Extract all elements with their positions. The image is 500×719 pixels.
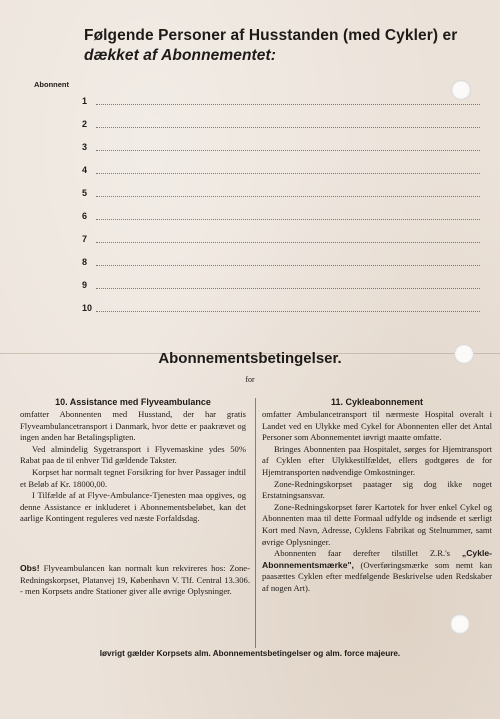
entry-line[interactable] [96,311,480,312]
paragraph: omfatter Abonnenten med Husstand, der har gratis Flyveambulancetransport i Danmark, hvor dette er paakrævet og ingen anden har Betalingspligten. [20,409,246,443]
subscriber-row[interactable] [80,224,480,247]
section-heading-11: 11. Cykleabonnement [330,397,424,407]
column-divider [255,398,256,648]
row-number: 8 [82,257,88,267]
paragraph-text: Abonnenten faar derefter tilstillet Z.R.'s [274,548,451,559]
paragraph: I Tilfælde af at Flyve-Ambulance-Tjenesten maa opgives, og denne Assistance er inkluderet i Abonnementsbeløbet, kan det aarlige Kontingent reguleres ved næste Forfaldsdag. [20,490,246,524]
form-heading [84,26,484,66]
paragraph: Ved almindelig Sygetransport i Flyvemaskine ydes 50% Rabat paa de til enhver Tid gældende Takster. [20,443,246,466]
subscriber-list [80,86,480,316]
obs-label: Obs! [20,563,40,573]
footer-note: Iøvrigt gælder Korpsets alm. Abonnementsbetingelser og alm. force majeure. [99,649,401,658]
obs-note [20,563,250,598]
heading-line-2: dækket af Abonnementet: [84,47,277,64]
subscriber-row[interactable] [80,86,480,109]
paragraph [262,548,492,594]
entry-line[interactable] [96,265,480,266]
subscriber-row[interactable] [80,178,480,201]
entry-line[interactable] [96,104,480,105]
entry-line[interactable] [96,288,480,289]
row-number: 5 [82,188,88,198]
entry-line[interactable] [96,150,480,151]
row-number: 9 [82,280,88,290]
row-number: 3 [82,142,88,152]
subscriber-row[interactable] [80,155,480,178]
section-flyveambulance [20,396,246,525]
row-number: 4 [82,165,88,175]
paragraph: Zone-Redningskorpset paatager sig dog ikke noget Erstatningsansvar. [262,478,492,501]
row-number: 10 [82,303,93,313]
mark-name: „Cykle-Abonnementsmærke", [262,548,493,570]
section-heading-10: 10. Assistance med Flyveambulance [55,397,211,407]
entry-line[interactable] [96,242,480,243]
row-number: 1 [82,96,88,106]
paragraph: Zone-Redningskorpset fører Kartotek for hver enkel Cykel og Abonnenten maa til dette Formaal udfylde og indsende et særligt Kort med Navn, Adresse, Cyklens Fabrikat og Stelnummer, samt øvrige Oplysninger. [262,501,492,547]
paragraph: Bringes Abonnenten paa Hospitalet, sørges for Hjemtransport af Cyklen efter Ulykkestilfældet, ellers godtgøres de for Hjemtransporten nødvendige Omkostninger. [262,443,492,477]
terms-title: Abonnementsbetingelser. [158,350,342,367]
section-cykleabonnement [262,396,492,595]
for-label: for [245,375,255,384]
row-number: 6 [82,211,88,221]
heading-line-1: Følgende Personer af Husstanden (med Cykler) er [84,27,458,44]
abonnent-label: Abonnent [34,80,69,89]
subscriber-row[interactable] [80,201,480,224]
subscriber-row[interactable] [80,109,480,132]
entry-line[interactable] [96,173,480,174]
subscriber-row[interactable] [80,132,480,155]
subscriber-row[interactable] [80,270,480,293]
obs-text: Flyveambulancen kan normalt kun rekvireres hos: Zone-Redningskorpset, Platanvej 19, København V. Tlf. Central 13.306. - men Korpsets andre Stationer giver alle øvrige Oplysninger. [20,563,250,597]
row-number: 2 [82,119,88,129]
paragraph: omfatter Ambulancetransport til nærmeste Hospital overalt i Landet ved en Ulykke med Cykel for Abonnenten eller det Antal Personer som Abonnementet iøvrigt maatte omfatte. [262,409,492,443]
paragraph: Korpset har normalt tegnet Forsikring for hver Passager indtil et Beløb af Kr. 18000,00. [20,466,246,489]
subscriber-row[interactable] [80,293,480,316]
row-number: 7 [82,234,88,244]
subscriber-row[interactable] [80,247,480,270]
entry-line[interactable] [96,127,480,128]
entry-line[interactable] [96,219,480,220]
punch-hole [450,614,470,634]
entry-line[interactable] [96,196,480,197]
paragraph-text: (Overføringsmærke som nemt kan paasættes Cyklen efter medfølgende Beskrivelse uden Redskaber af nogen Art). [262,559,492,593]
